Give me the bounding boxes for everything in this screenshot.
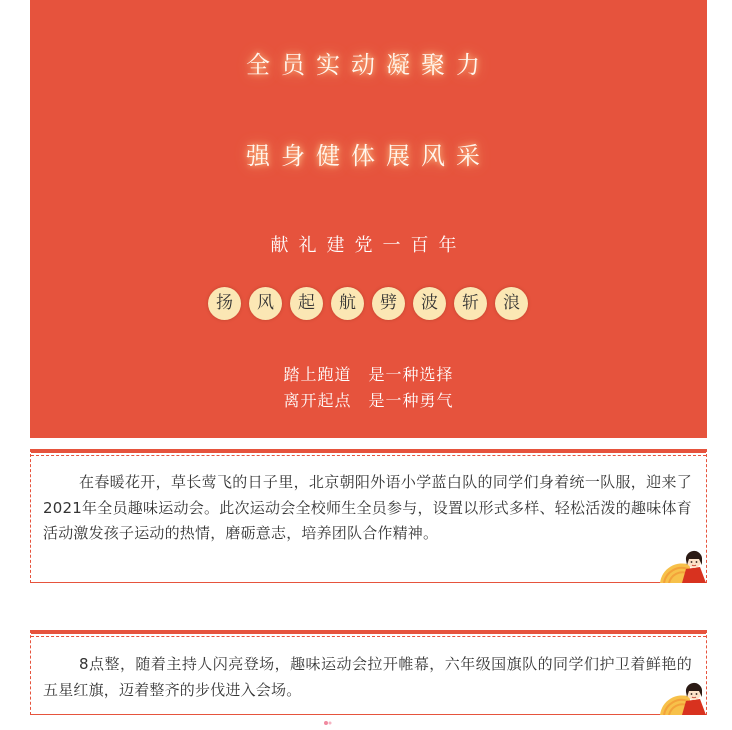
subheadline: 献礼建党一百年 [270,235,467,256]
card-divider [31,636,706,637]
article-card-2 [30,630,707,715]
slogan-circle: 波 [413,287,446,320]
headline-secondary: 强身健体展风采 [246,142,491,170]
card-divider [31,455,706,456]
slogan-circle: 浪 [495,287,528,320]
article-card-1 [30,449,707,583]
slogan-line-1: 踏上跑道 是一种选择 [283,365,454,384]
slogan-circle: 风 [249,287,282,320]
slogan-circle: 起 [290,287,323,320]
slogan-circle: 扬 [208,287,241,320]
article-paragraph: 在春暖花开，草长莺飞的日子里，北京朝阳外语小学蓝白队的同学们身着统一队服，迎来了2021年全员趣味运动会。此次运动会全校师生全员参与，设置以形式多样、轻松活泼的趣味体育活动激发孩子运动的热情，磨砺意志，培养团队合作精神。 [43,473,692,542]
flower-ornament-icon [323,720,333,726]
article-paragraph: 8点整，随着主持人闪亮登场，趣味运动会拉开帷幕，六年级国旗队的同学们护卫着鲜艳的五星红旗，迈着整齐的步伐进入会场。 [43,655,692,699]
slogan-circle: 航 [331,287,364,320]
slogan-circles [208,287,536,320]
hero-banner [30,0,707,438]
slogan-circle: 劈 [372,287,405,320]
slogan-circle: 斩 [454,287,487,320]
girl-with-fan-icon [660,675,708,715]
slogan-line-2: 离开起点 是一种勇气 [283,391,454,410]
headline-primary: 全员实动凝聚力 [246,51,491,79]
girl-with-fan-icon [660,543,708,583]
